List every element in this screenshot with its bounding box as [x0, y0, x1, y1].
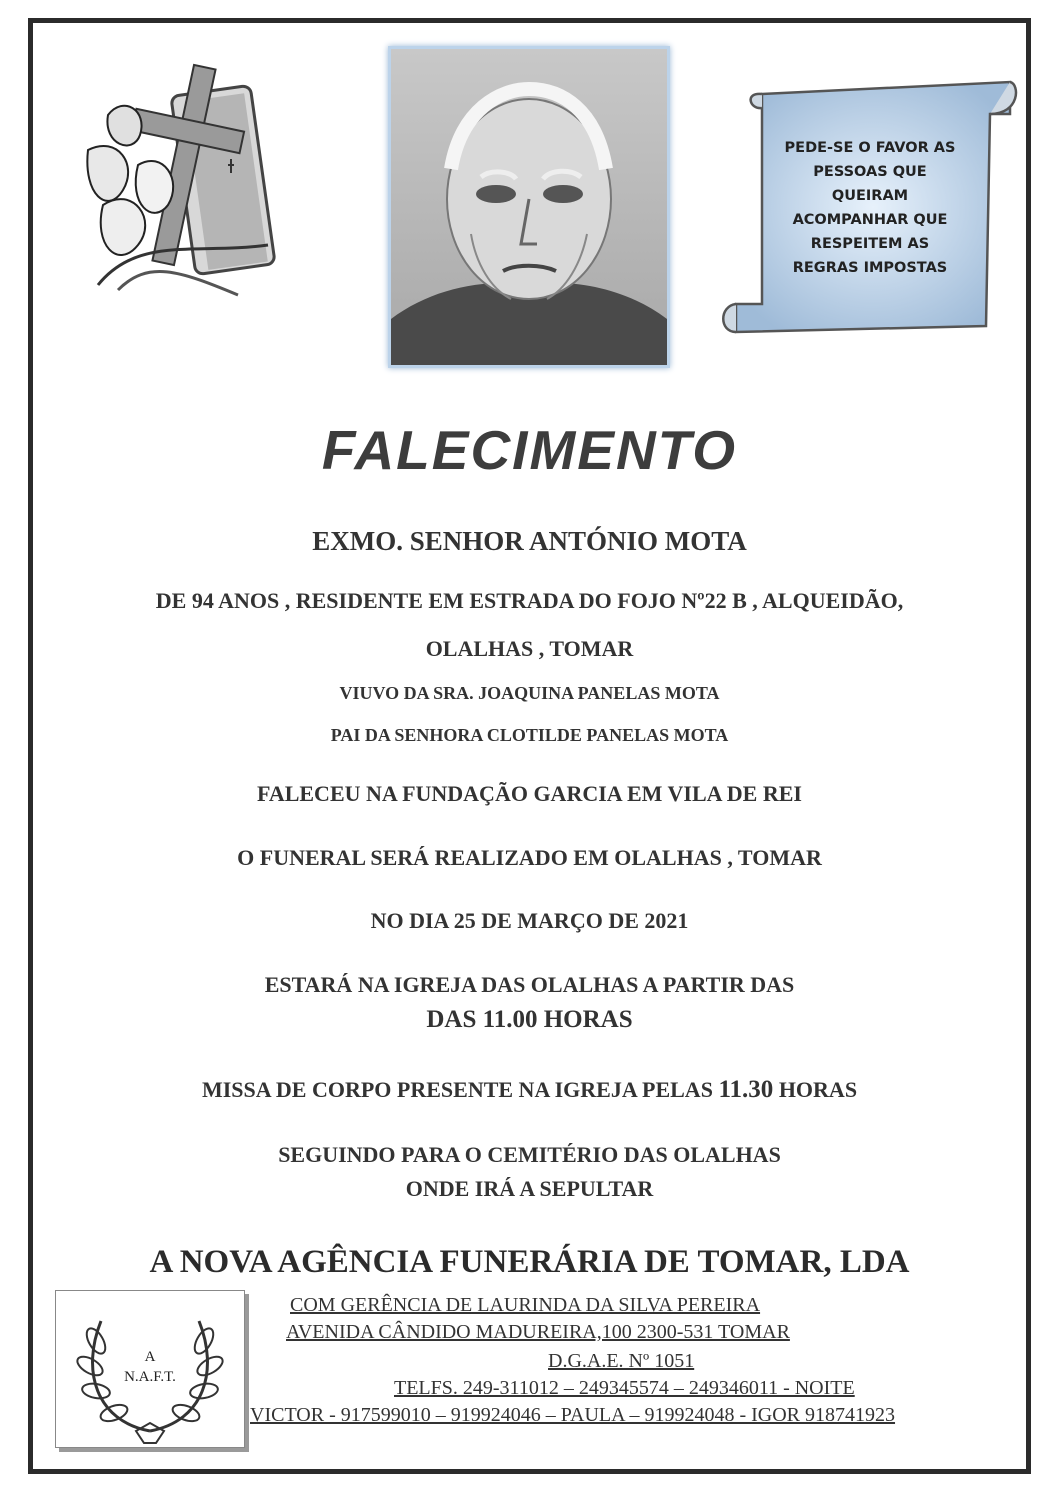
mass-line — [0, 1076, 1059, 1104]
mass-time: 11.30 — [718, 1076, 774, 1103]
agency-name: A NOVA AGÊNCIA FUNERÁRIA DE TOMAR, LDA — [149, 1244, 910, 1280]
funeral-date-line: NO DIA 25 DE MARÇO DE 2021 — [370, 908, 689, 933]
cemetery-line-1: SEGUINDO PARA O CEMITÉRIO DAS OLALHAS — [278, 1142, 781, 1167]
cemetery-line-2: ONDE IRÁ A SEPULTAR — [405, 1176, 654, 1201]
agency-dgae: D.G.A.E. Nº 1051 — [548, 1350, 695, 1372]
father-line: PAI DA SENHORA CLOTILDE PANELAS MOTA — [330, 725, 729, 745]
church-line-2: DAS 11.00 HORAS — [426, 1006, 633, 1033]
agency-contacts: VICTOR - 917599010 – 919924046 – PAULA – 919924048 - IGOR 918741923 — [250, 1404, 896, 1426]
logo-letter: A — [144, 1349, 156, 1365]
scroll-line: PESSOAS QUE — [813, 164, 927, 180]
scroll-line: ACOMPANHAR QUE — [792, 212, 948, 228]
mass-text: MISSA DE CORPO PRESENTE NA IGREJA PELAS — [201, 1077, 719, 1102]
agency-address: AVENIDA CÂNDIDO MADUREIRA,100 2300-531 TOMAR — [286, 1321, 790, 1343]
page-title: FALECIMENTO — [321, 419, 738, 481]
residence-line-1: DE 94 ANOS , RESIDENTE EM ESTRADA DO FOJO Nº22 B , ALQUEIDÃO, — [155, 588, 904, 613]
mass-hours: HORAS — [773, 1077, 858, 1102]
logo-initials: N.A.F.T. — [124, 1369, 176, 1385]
funeral-location-line: O FUNERAL SERÁ REALIZADO EM OLALHAS , TOMAR — [237, 845, 822, 870]
place-of-death-line: FALECEU NA FUNDAÇÃO GARCIA EM VILA DE REI — [257, 781, 802, 806]
deceased-name: EXMO. SENHOR ANTÓNIO MOTA — [312, 526, 747, 556]
agency-logo-box — [55, 1290, 245, 1448]
scroll-line: QUEIRAM — [831, 188, 909, 204]
scroll-line: RESPEITEM AS — [810, 236, 930, 252]
residence-line-2: OLALHAS , TOMAR — [425, 636, 634, 661]
scroll-line: PEDE-SE O FAVOR AS — [784, 140, 956, 156]
widower-line: VIUVO DA SRA. JOAQUINA PANELAS MOTA — [339, 683, 720, 703]
church-line-1: ESTARÁ NA IGREJA DAS OLALHAS A PARTIR DAS — [264, 972, 795, 997]
portrait-photo — [388, 46, 670, 368]
scroll-line: REGRAS IMPOSTAS — [792, 260, 948, 276]
scroll-notice-text — [770, 136, 970, 280]
agency-phones: TELFS. 249-311012 – 249345574 – 249346011 - NOITE — [394, 1377, 855, 1399]
cross-lily-emblem-icon — [78, 55, 278, 300]
agency-manager: COM GERÊNCIA DE LAURINDA DA SILVA PEREIRA — [290, 1294, 761, 1316]
